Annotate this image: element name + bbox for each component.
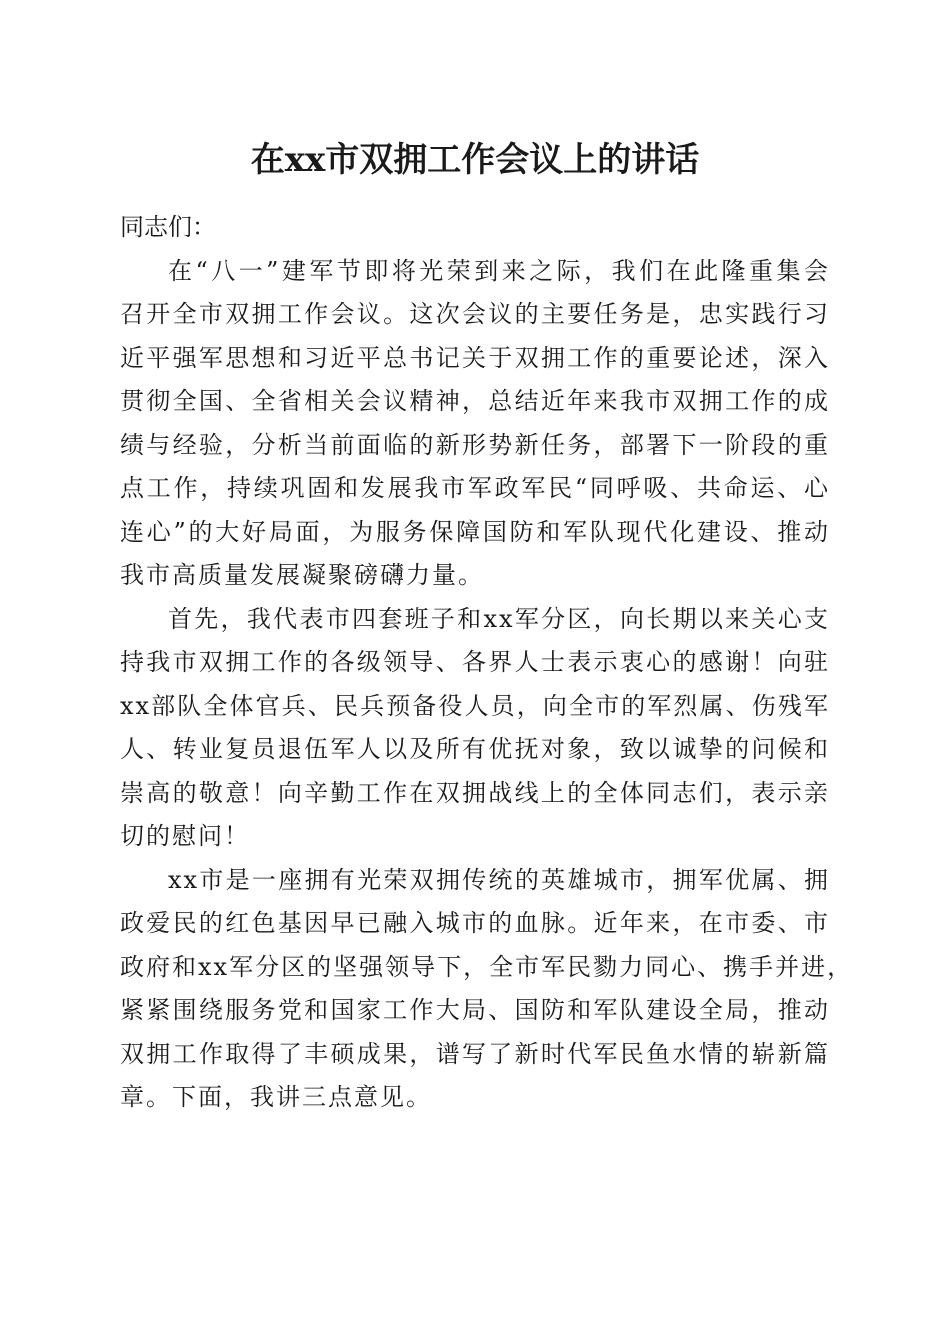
text-line: 章。下面，我讲三点意见。 bbox=[120, 1083, 432, 1111]
document-body bbox=[120, 206, 854, 1120]
text-line: 政府和xx军分区的坚强领导下，全市军民勠力同心、携手并进， bbox=[120, 952, 854, 981]
text-line: 连心”的大好局面，为服务保障国防和军队现代化建设、推动 bbox=[120, 517, 830, 546]
text-line: 我市高质量发展凝聚磅礴力量。 bbox=[120, 561, 484, 589]
text-line: 持我市双拥工作的各级领导、各界人士表示衷心的感谢！向驻 bbox=[120, 648, 830, 676]
text-line: 崇高的敬意！向辛勤工作在双拥战线上的全体同志们，表示亲 bbox=[120, 778, 830, 807]
document-title: 在xx市双拥工作会议上的讲话 bbox=[250, 140, 700, 180]
text-line: 人、转业复员退伍军人以及所有优抚对象，致以诚挚的问候和 bbox=[120, 735, 830, 763]
paragraph-2 bbox=[120, 598, 830, 859]
text-line: 首先，我代表市四套班子和xx军分区，向长期以来关心支 bbox=[168, 604, 830, 633]
text-line: 贯彻全国、全省相关会议精神，总结近年来我市双拥工作的成 bbox=[120, 387, 830, 415]
text-line: xx市是一座拥有光荣双拥传统的英雄城市，拥军优属、拥 bbox=[168, 865, 830, 894]
text-line: 双拥工作取得了丰硕成果，谱写了新时代军民鱼水情的崭新篇 bbox=[120, 1039, 830, 1068]
text-line: 绩与经验，分析当前面临的新形势新任务，部署下一阶段的重 bbox=[120, 430, 830, 459]
paragraph-3 bbox=[120, 859, 854, 1120]
text-line: 政爱民的红色基因早已融入城市的血脉。近年来，在市委、市 bbox=[120, 909, 830, 937]
text-line: 切的慰问！ bbox=[120, 822, 250, 850]
text-line: 在“八一”建军节即将光荣到来之际，我们在此隆重集会 bbox=[168, 256, 830, 285]
text-line: 近平强军思想和习近平总书记关于双拥工作的重要论述，深入 bbox=[120, 343, 830, 372]
text-line: xx部队全体官兵、民兵预备役人员，向全市的军烈属、伤残军 bbox=[120, 691, 830, 720]
text-line: 点工作，持续巩固和发展我市军政军民“同呼吸、共命运、心 bbox=[120, 474, 830, 502]
text-line: 紧紧围绕服务党和国家工作大局、国防和军队建设全局，推动 bbox=[120, 996, 830, 1024]
text-line: 召开全市双拥工作会议。这次会议的主要任务是，忠实践行习 bbox=[120, 300, 830, 328]
salutation: 同志们： bbox=[120, 213, 216, 241]
paragraph-1 bbox=[120, 250, 830, 598]
